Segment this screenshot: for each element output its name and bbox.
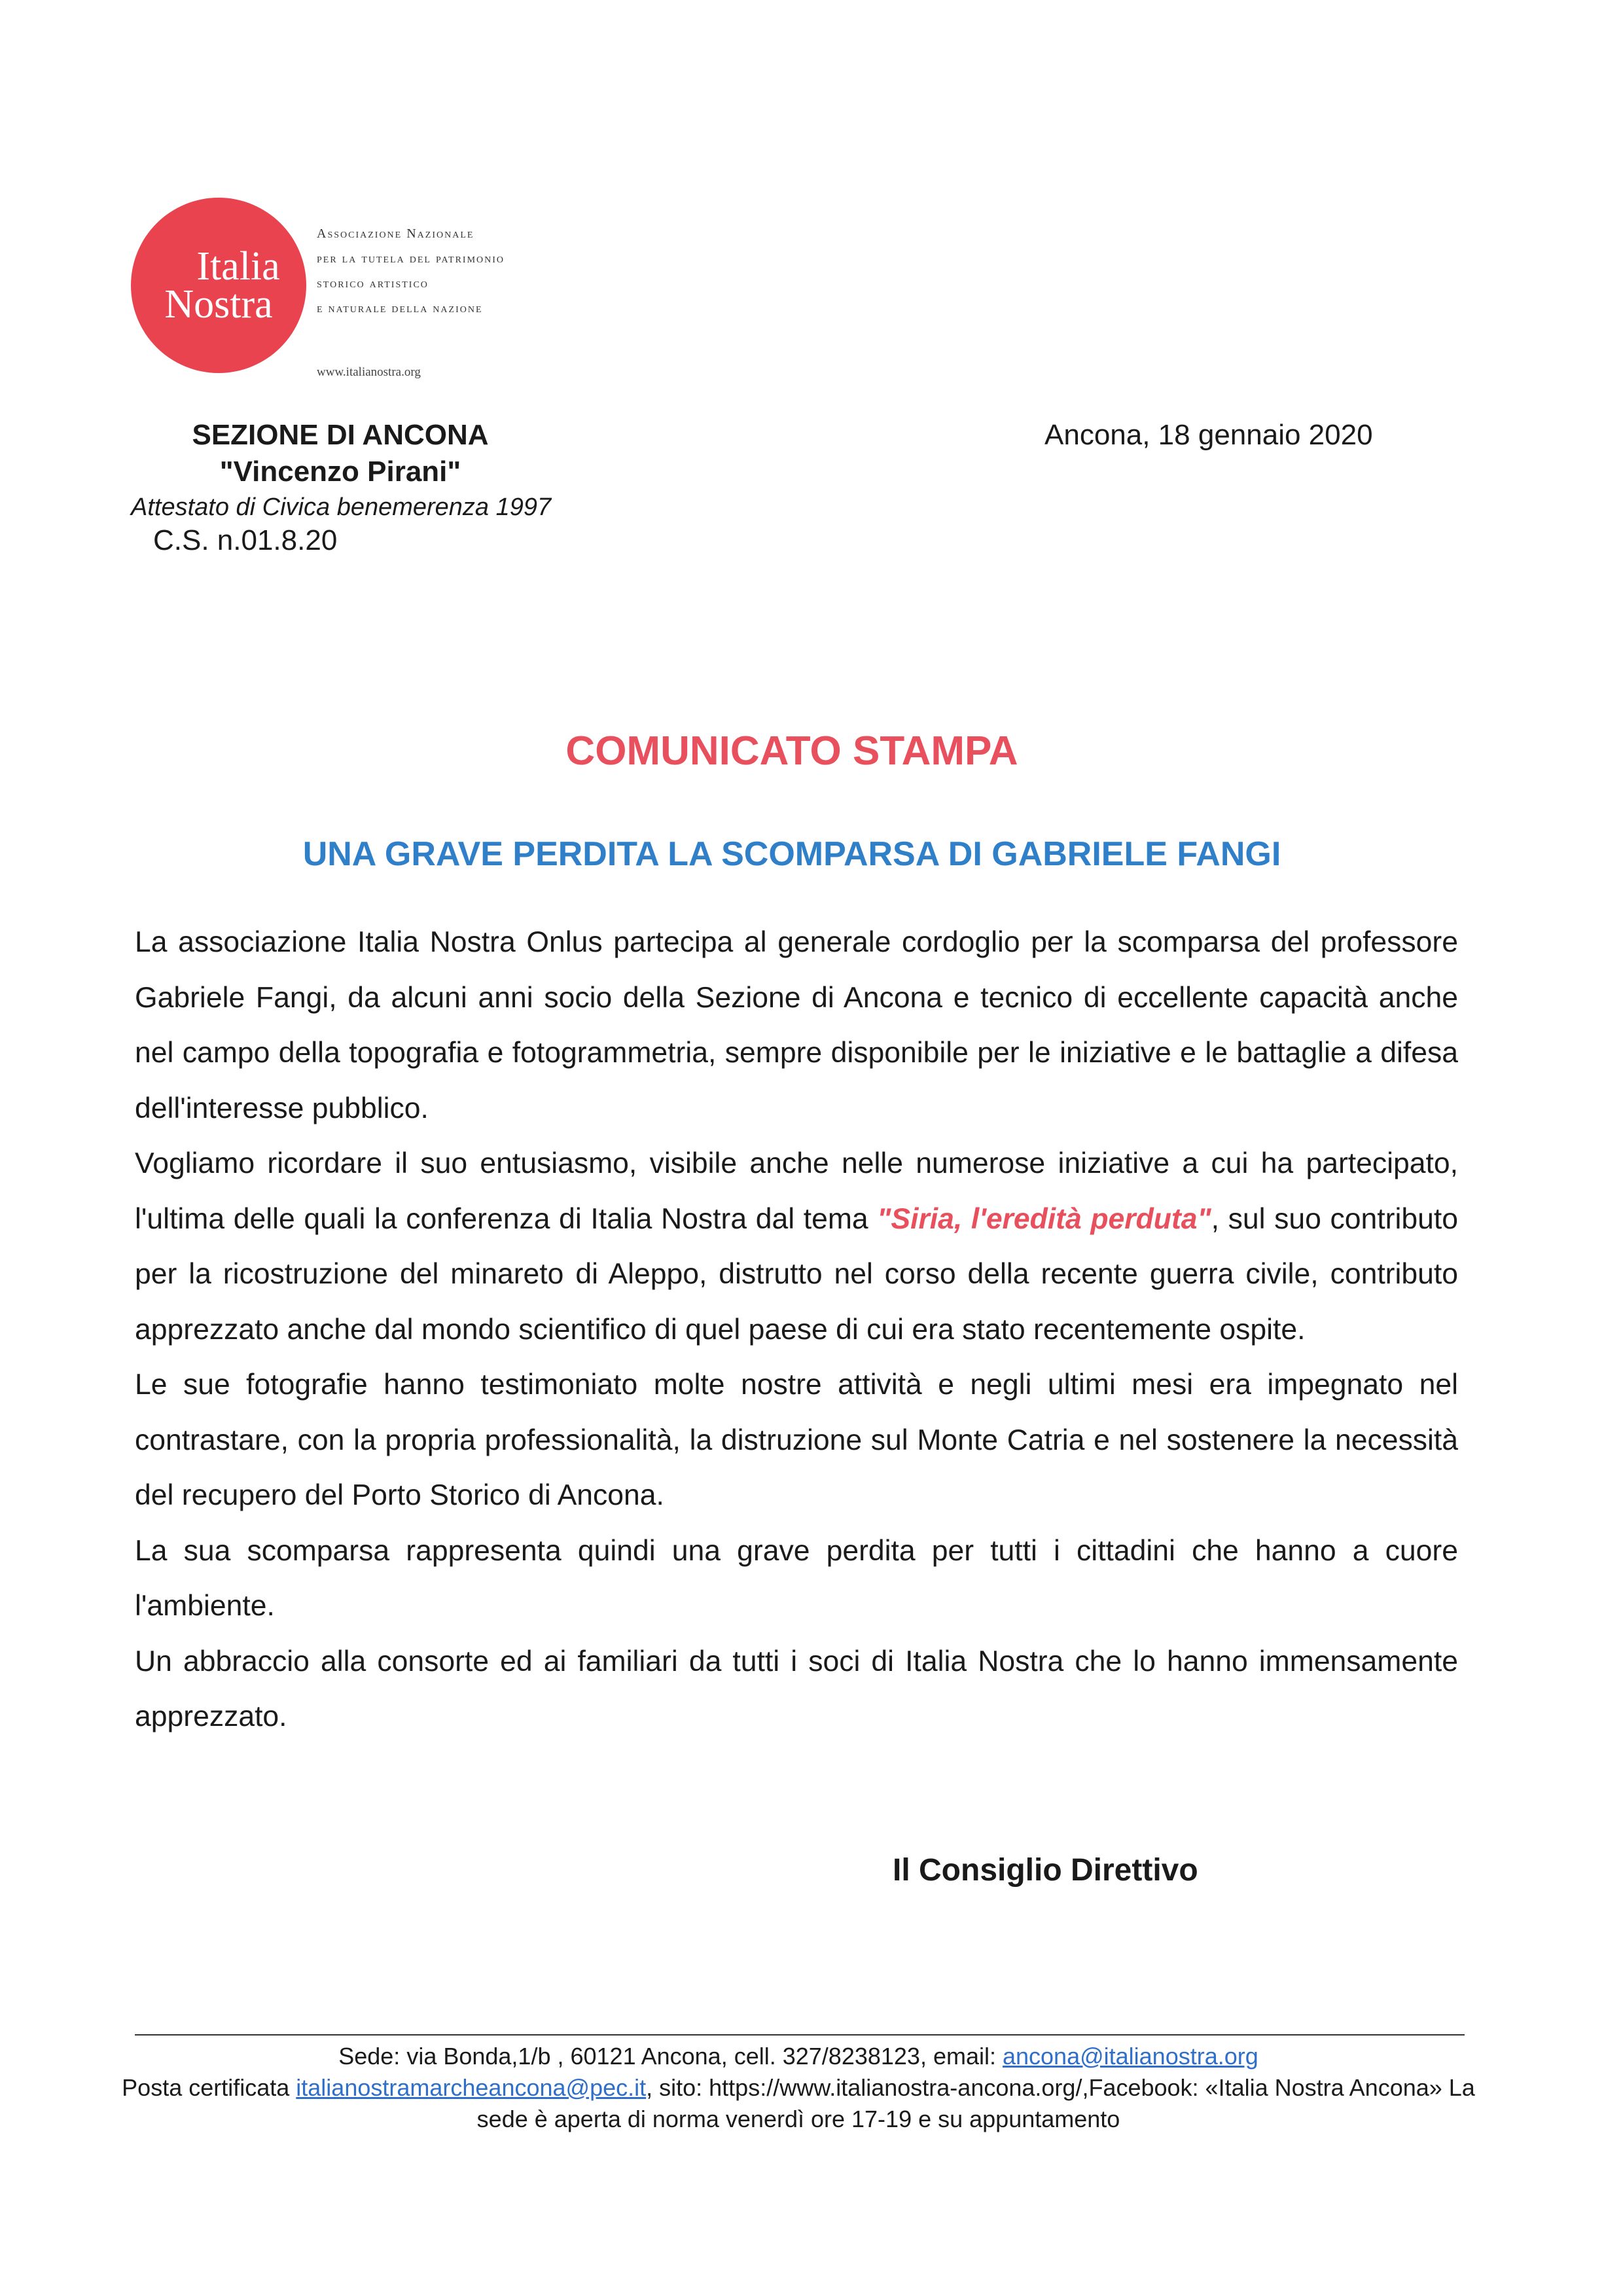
logo-website: www.italianostra.org — [317, 365, 421, 379]
signature: Il Consiglio Direttivo — [893, 1853, 1198, 1888]
body-text — [135, 915, 1458, 1745]
footer-divider — [135, 2034, 1465, 2036]
paragraph: La associazione Italia Nostra Onlus partecipa al generale cordoglio per la scomparsa del professore Gabriele Fangi, da alcuni anni socio della Sezione di Ancona e tecnico di eccellente capacità anche nel campo della topografia e fotogrammetria, sempre disponibile per le iniziative e le battaglie a difesa dell'interesse pubblico. — [135, 926, 1458, 1124]
footer — [98, 2041, 1499, 2135]
conference-title: "Siria, l'eredità perduta" — [877, 1202, 1211, 1235]
section-header — [131, 419, 602, 557]
paragraph-text: Vogliamo ricordare il suo entusiasmo, visibile anche nelle numerose iniziative a cui ha partecipato, l'ultima delle quali la conferenza di Italia Nostra dal tema — [135, 1147, 1458, 1235]
logo-line-2: Nostra — [164, 282, 273, 327]
paragraph-text: , sul suo contributo per la ricostruzione del minareto di Aleppo, distrutto nel corso della recente guerra civile, contributo apprezzato anche dal mondo scientifico di quel paese di cui era stato recentemente ospite. — [135, 1202, 1458, 1346]
section-title: SEZIONE DI ANCONA — [192, 419, 489, 451]
footer-pec-label: Posta certificata — [122, 2074, 296, 2101]
association-description — [317, 221, 505, 321]
protocol-number: C.S. n.01.8.20 — [153, 524, 338, 556]
paragraph: Le sue fotografie hanno testimoniato molte nostre attività e negli ultimi mesi era impegnato nel contrastare, con la propria professionalità, la distruzione sul Monte Catria e nel sostenere la necessità del recupero del Porto Storico di Ancona. — [135, 1369, 1458, 1511]
association-line: storico artistico — [317, 276, 429, 291]
footer-address: Sede: via Bonda,1/b , 60121 Ancona, cell. 327/8238123, email: — [338, 2043, 1003, 2070]
footer-info: , sito: https://www.italianostra-ancona.org/,Facebook: «Italia Nostra Ancona» La sede è aperta di norma venerdì ore 17-19 e su appuntamento — [476, 2074, 1475, 2132]
paragraph — [135, 1136, 1458, 1357]
attestato: Attestato di Civica benemerenza 1997 — [131, 493, 552, 521]
section-name: "Vincenzo Pirani" — [219, 456, 461, 488]
paragraph: La sua scomparsa rappresenta quindi una grave perdita per tutti i cittadini che hanno a cuore l'ambiente. — [135, 1534, 1458, 1622]
document-date: Ancona, 18 gennaio 2020 — [1044, 419, 1373, 451]
association-line: e naturale della nazione — [317, 301, 483, 315]
email-link[interactable]: ancona@italianostra.org — [1002, 2043, 1258, 2070]
italia-nostra-logo — [131, 198, 306, 373]
document-subject: UNA GRAVE PERDITA LA SCOMPARSA DI GABRIELE FANGI — [302, 835, 1281, 873]
paragraph: Un abbraccio alla consorte ed ai familiari da tutti i soci di Italia Nostra che lo hanno immensamente apprezzato. — [135, 1645, 1458, 1732]
pec-link[interactable]: italianostramarcheancona@pec.it — [296, 2074, 647, 2101]
logo-line-1: Italia — [196, 244, 280, 289]
association-line: Associazione Nazionale — [317, 226, 474, 241]
document-title: COMUNICATO STAMPA — [565, 728, 1018, 774]
association-line: per la tutela del patrimonio — [317, 251, 505, 266]
